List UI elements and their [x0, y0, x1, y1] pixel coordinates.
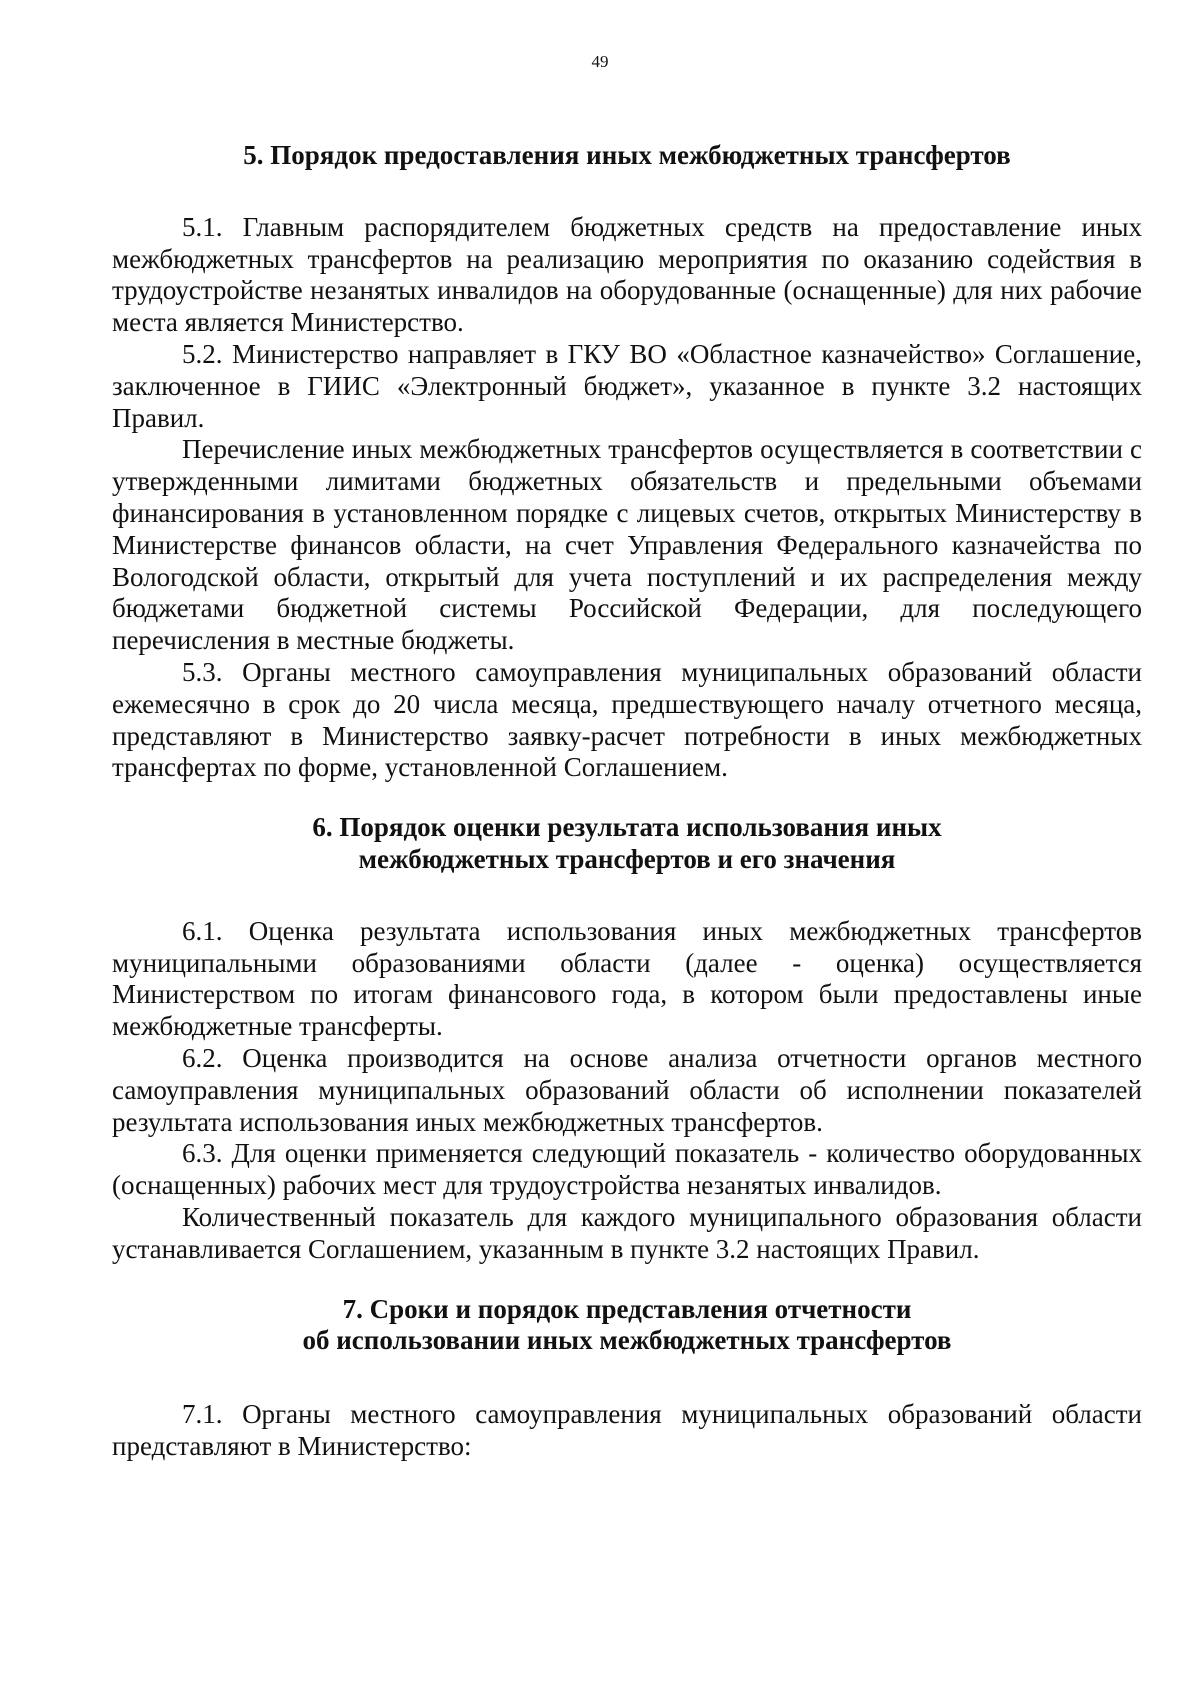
section-5-heading: [112, 140, 1142, 172]
paragraph-7-1: 7.1. Органы местного самоуправления муниципальных образований области представляют в Министерство:: [112, 1399, 1142, 1461]
paragraph-5-1: 5.1. Главным распорядителем бюджетных средств на предоставление иных межбюджетных трансфертов на реализацию мероприятия по оказанию содействия в трудоустройстве незанятых инвалидов на оборудованные (оснащенные) для них рабочие места является Министерство.: [112, 211, 1142, 338]
section-6-heading-line-2: межбюджетных трансфертов и его значения: [358, 843, 896, 874]
document-body: [112, 140, 1142, 1463]
paragraph-5-3: 5.3. Органы местного самоуправления муниципальных образований области ежемесячно в срок до 20 числа месяца, предшествующего началу отчетного месяца, представляют в Министерство заявку-расчет потребности в иных межбюджетных трансфертах по форме, установленной Соглашением.: [112, 656, 1142, 783]
section-5-heading-line: 5. Порядок предоставления иных межбюджетных трансфертов: [243, 140, 1011, 170]
section-6-heading-line-1: 6. Порядок оценки результата использования иных: [312, 812, 942, 843]
page-number: 49: [591, 52, 609, 71]
paragraph-6-1: 6.1. Оценка результата использования иных межбюджетных трансфертов муниципальными образованиями области (далее - оценка) осуществляется Министерством по итогам финансового года, в котором были предоставлены иные межбюджетные трансферты.: [112, 915, 1142, 1042]
paragraph-6-3: 6.3. Для оценки применяется следующий показатель - количество оборудованных (оснащенных) рабочих мест для трудоустройства незанятых инвалидов.: [112, 1138, 1142, 1201]
paragraph-5-2-transfer: Перечисление иных межбюджетных трансфертов осуществляется в соответствии с утвержденными лимитами бюджетных обязательств и предельными объемами финансирования в установленном порядке с лицевых счетов, открытых Министерству в Министерстве финансов области, на счет Управления Федерального казначейства по Вологодской области, открытый для учета поступлений и их распределения между бюджетами бюджетной системы Российской Федерации, для последующего перечисления в местные бюджеты.: [112, 434, 1142, 656]
section-7-heading-line-2: об использовании иных межбюджетных трансфертов: [302, 1325, 952, 1356]
section-6-heading: [112, 812, 1142, 876]
section-7-heading: [112, 1294, 1142, 1358]
section-7-heading-line-1: 7. Сроки и порядок представления отчетности: [342, 1293, 912, 1324]
paragraph-5-2: 5.2. Министерство направляет в ГКУ ВО «Областное казначейство» Соглашение, заключенное в ГИИС «Электронный бюджет», указанное в пункте 3.2 настоящих Правил.: [112, 338, 1142, 433]
paragraph-6-3-quantity: Количественный показатель для каждого муниципального образования области устанавливается Соглашением, указанным в пункте 3.2 настоящих Правил.: [112, 1201, 1142, 1264]
paragraph-6-2: 6.2. Оценка производится на основе анализа отчетности органов местного самоуправления муниципальных образований области об исполнении показателей результата использования иных межбюджетных трансфертов.: [112, 1042, 1142, 1137]
